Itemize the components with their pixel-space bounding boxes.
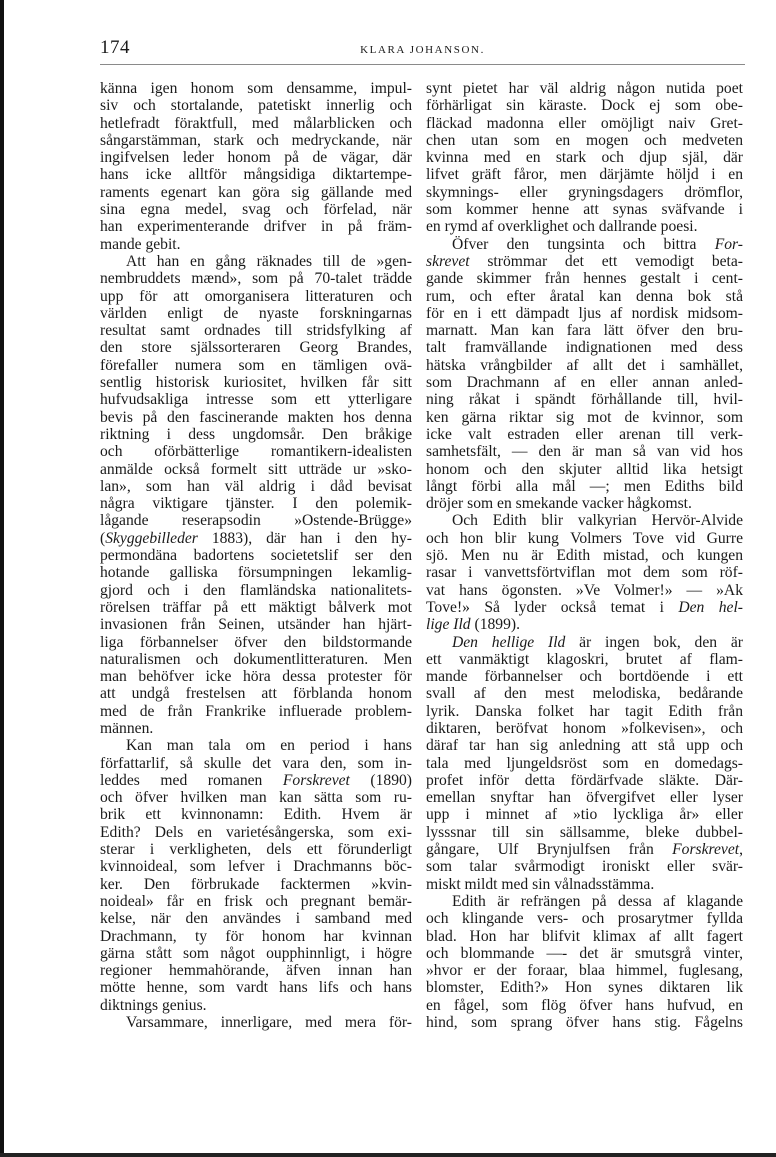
header-rule bbox=[100, 64, 745, 65]
text-line: och blommande —- det är smutsgrå vinter, bbox=[426, 944, 743, 962]
text-line: en rymd af overklighet och dallrande poesi. bbox=[426, 218, 698, 236]
text-line: världen enligt de nyaste forskningarnas bbox=[100, 304, 412, 322]
text-line: nembruddets mænd», som på 70-talet trädde bbox=[100, 270, 412, 288]
text-line: att undgå frestelsen att förblanda honom bbox=[100, 685, 412, 703]
text-column-right bbox=[426, 80, 743, 1031]
text-line: rörelsen träffar på ett mäktigt bålverk mot bbox=[100, 598, 412, 616]
text-line: upp i minnet af »tio lyckliga år» eller bbox=[426, 806, 743, 824]
text-line: honom och den skjuter alltid lika hetsigt bbox=[426, 460, 743, 478]
text-line: resultat samt ordnades till stridsfylking af bbox=[100, 322, 412, 340]
text-line: permondäna badortens societetslif ser den bbox=[100, 547, 412, 565]
text-line: Drachmann, ty för honom har kvinnan bbox=[100, 927, 412, 945]
italic-title: Den hel- bbox=[678, 598, 743, 616]
italic-title: Forskrevet bbox=[282, 771, 350, 789]
text-line: kvinna med en stark och djup själ, där bbox=[426, 149, 743, 167]
text-line: mande gebit. bbox=[100, 235, 181, 253]
text-line: kvinnoideal, som lefver i Drachmanns böc- bbox=[100, 858, 412, 876]
text-line: profet inför detta fördärfvade släkte. Där- bbox=[426, 771, 743, 789]
text-line: (Skyggebilleder 1883), där han i den hy- bbox=[100, 529, 412, 547]
text-line: gångare, Ulf Brynjulfsen från Forskrevet, bbox=[426, 841, 743, 859]
text-line: som talar svårmodigt ironiskt eller svär- bbox=[426, 858, 743, 876]
scan-edge-bottom bbox=[0, 1153, 776, 1157]
text-line: som kommer henne att synas sväfvande i bbox=[426, 201, 743, 219]
text-line: gärna stått som något oupphinnligt, i högre bbox=[100, 944, 412, 962]
text-line: lågande reserapsodin »Ostende-Brügge» bbox=[100, 512, 412, 530]
text-line: raments egenart kan göra sig gällande med bbox=[100, 183, 412, 201]
text-line: Den hellige Ild är ingen bok, den är bbox=[452, 633, 743, 651]
text-line: miskt mildt med sin vålnadsstämma. bbox=[426, 875, 655, 893]
text-line: sentlig historisk kuriositet, hvilken får sitt bbox=[100, 374, 412, 392]
text-line: mötte henne, som vardt hans lifs och hans bbox=[100, 979, 412, 997]
text-line: sångarstämman, stark och medryckande, när bbox=[100, 131, 412, 149]
text-line: hind, som sprang öfver hans stig. Fågelns bbox=[426, 1014, 743, 1032]
text-line: diktaren, beröfvat honom »folkevisen», och bbox=[426, 719, 743, 737]
text-line: synt pietet har väl aldrig någon nutida poet bbox=[426, 80, 743, 97]
text-line: ken gärna riktar sig mot de kvinnor, som bbox=[426, 408, 743, 426]
text-line: rum, och efter åratal kan denna bok stå bbox=[426, 287, 743, 305]
text-line: leddes med romanen Forskrevet (1890) bbox=[100, 771, 412, 789]
text-line: tala med ljungeldsröst som en domedags- bbox=[426, 754, 743, 772]
text-line: lifvet gräft fåror, men därjämte höljd i en bbox=[426, 166, 743, 184]
text-line: Kan man tala om en period i hans bbox=[126, 737, 412, 755]
text-line: vat hans ögonsten. »Ve Volmer!» — »Ak bbox=[426, 581, 743, 599]
text-line: männen. bbox=[100, 719, 154, 737]
text-line: naturalismen och dokumentlitteraturen. Men bbox=[100, 650, 412, 668]
text-line: hans icke alltför mångsidiga diktartempe- bbox=[100, 166, 412, 184]
text-line: och klingande vers- och prosarytmer fyllda bbox=[426, 910, 743, 928]
text-line: lyrik. Danska folket har tagit Edith från bbox=[426, 702, 743, 720]
running-head: KLARA JOHANSON. bbox=[360, 44, 485, 56]
text-line: dröjer som en smekande vacker hågkomst. bbox=[426, 495, 692, 513]
text-line: noideal» får en frisk och pregnant bemär- bbox=[100, 892, 412, 910]
text-line: siv och stortalande, patetiskt innerlig och bbox=[100, 97, 412, 115]
text-line: en fågel, som flög öfver hans hufvud, en bbox=[426, 996, 743, 1014]
italic-title: Forskrevet bbox=[672, 841, 740, 859]
page-number: 174 bbox=[100, 37, 130, 58]
text-line: långt förbi alla mål —; men Ediths bild bbox=[426, 477, 743, 495]
text-line: Öfver den tungsinta och bittra For- bbox=[452, 235, 743, 253]
text-line: sterar i verkligheten, dels ett förunderligt bbox=[100, 841, 412, 859]
text-line: kelse, när den användes i samband med bbox=[100, 910, 412, 928]
text-line: den store själssorteraren Georg Brandes, bbox=[100, 339, 412, 357]
text-line: ingifvelsen leder honom på de vägar, där bbox=[100, 149, 412, 167]
text-line: sina egna medel, svag och förfelad, när bbox=[100, 201, 412, 219]
text-column-left bbox=[100, 80, 412, 1031]
text-line: känna igen honom som densamme, impul- bbox=[100, 80, 412, 97]
text-line: regioner hemmahörande, äfven innan han bbox=[100, 962, 412, 980]
text-line: förhärligat sin käraste. Dock ej som obe- bbox=[426, 97, 743, 115]
text-line: ker. Den förbrukade facktermen »kvin- bbox=[100, 875, 412, 893]
text-line: han experimenterande drifver in på främ- bbox=[100, 218, 412, 236]
text-line: Varsammare, innerligare, med mera för- bbox=[126, 1014, 412, 1032]
text-line: Och Edith blir valkyrian Hervör-Alvide bbox=[452, 512, 743, 530]
text-line: och oförbätterlige romantikern-idealisten bbox=[100, 443, 412, 461]
text-line: gande skimmer från hennes gestalt i cent- bbox=[426, 270, 743, 288]
text-line: med de från Frankrike influerade problem- bbox=[100, 702, 412, 720]
text-line: fläckad madonna eller omöjligt naiv Gret- bbox=[426, 114, 743, 132]
text-line: hetlefradt föraktfull, med målarblicken och bbox=[100, 114, 412, 132]
text-line: icke valt estraden eller arenan till verk- bbox=[426, 425, 743, 443]
text-line: ett vanmäktigt klagoskri, brutet af flam- bbox=[426, 650, 743, 668]
text-line: ning råkat i spändt förhållande till, hvil- bbox=[426, 391, 743, 409]
text-line: chen utan som en mogen och medveten bbox=[426, 131, 743, 149]
italic-title: skrevet bbox=[426, 252, 470, 270]
text-line: hotande galliska försumpningen lekamlig- bbox=[100, 564, 412, 582]
text-line: som Drachmann af en eller annan anled- bbox=[426, 374, 743, 392]
italic-title: lige Ild bbox=[426, 616, 471, 634]
text-line: blad. Hon har blifvit klimax af allt fagert bbox=[426, 927, 743, 945]
text-line: man behöfver icke höra dessa protester för bbox=[100, 668, 412, 686]
text-line: och hon blir kung Volmers Tove vid Gurre bbox=[426, 529, 743, 547]
text-line: hufvudsakliga intresse som ett ytterligare bbox=[100, 391, 412, 409]
text-line: anmälde också formelt sitt utträde ur »sko- bbox=[100, 460, 412, 478]
text-line: »hvor er der foraar, blaa himmel, fuglesang, bbox=[426, 962, 743, 980]
text-line: mande förbannelser och bortdöende i ett bbox=[426, 668, 743, 686]
italic-title: Den hellige Ild bbox=[452, 633, 566, 651]
text-line: blomster, Edith?» Hon synes diktaren lik bbox=[426, 979, 743, 997]
text-line: rasar i vanvettsförtviflan mot dem som röf- bbox=[426, 564, 743, 582]
text-line: lan», som han väl aldrig i dåd bevisat bbox=[100, 477, 412, 495]
text-line: gjord och i den flamländska nationalitets- bbox=[100, 581, 412, 599]
text-line: för en i ett dämpadt ljus af nordisk midsom- bbox=[426, 304, 743, 322]
text-line: lysssnar till sin sällsamme, bleke dubbel- bbox=[426, 823, 743, 841]
text-line: brik ett kvinnonamn: Edith. Hvem är bbox=[100, 806, 412, 824]
italic-title: For- bbox=[714, 235, 743, 253]
text-line: lige Ild (1899). bbox=[426, 616, 520, 634]
scan-edge-left bbox=[0, 0, 4, 1157]
text-line: liga förbannelser öfver den bildstormande bbox=[100, 633, 412, 651]
text-line: emellan snyftar han öfvergifvet eller lyser bbox=[426, 789, 743, 807]
text-line: talt framvällande indignationen med dess bbox=[426, 339, 743, 357]
text-line: upp för att omorganisera litteraturen och bbox=[100, 287, 412, 305]
text-line: Tove!» Så lyder också temat i Den hel- bbox=[426, 598, 743, 616]
text-line: diktnings genius. bbox=[100, 996, 207, 1014]
text-line: och öfver hvilken man kan sätta som ru- bbox=[100, 789, 412, 807]
text-line: bevis på den fascinerande makten hos denna bbox=[100, 408, 412, 426]
text-line: marnatt. Man kan fara lätt öfver den bru- bbox=[426, 322, 743, 340]
text-line: några viktigare tjänster. I den polemik- bbox=[100, 495, 412, 513]
text-line: samhetsfält, — den är man så van vid hos bbox=[426, 443, 743, 461]
italic-title: Skyggebilleder bbox=[105, 529, 198, 547]
text-line: Att han en gång räknades till de »gen- bbox=[126, 252, 412, 270]
text-line: Edith? Dels en varietésångerska, som exi- bbox=[100, 823, 412, 841]
page-header bbox=[100, 35, 745, 65]
text-line: skrevet strömmar det ett vemodigt beta- bbox=[426, 252, 743, 270]
text-line: förefaller numera som en tämligen ovä- bbox=[100, 356, 412, 374]
text-line: Edith är refrängen på dessa af klagande bbox=[452, 892, 743, 910]
text-line: däraf tar han sig anledning att stå upp och bbox=[426, 737, 743, 755]
text-line: författarlif, så skulle det vara den, som in- bbox=[100, 754, 412, 772]
text-line: hätska vrångbilder af allt det i samhället, bbox=[426, 356, 743, 374]
text-line: svall af den mest melodiska, bedårande bbox=[426, 685, 743, 703]
text-line: skymnings- eller gryningsdagers drömflor, bbox=[426, 183, 743, 201]
text-line: sjö. Men nu är Edith mistad, och kungen bbox=[426, 547, 743, 565]
text-line: invasionen från Seinen, utsänder han hjärt- bbox=[100, 616, 412, 634]
text-line: riktning i dess ungdomsår. Den bråkige bbox=[100, 425, 412, 443]
